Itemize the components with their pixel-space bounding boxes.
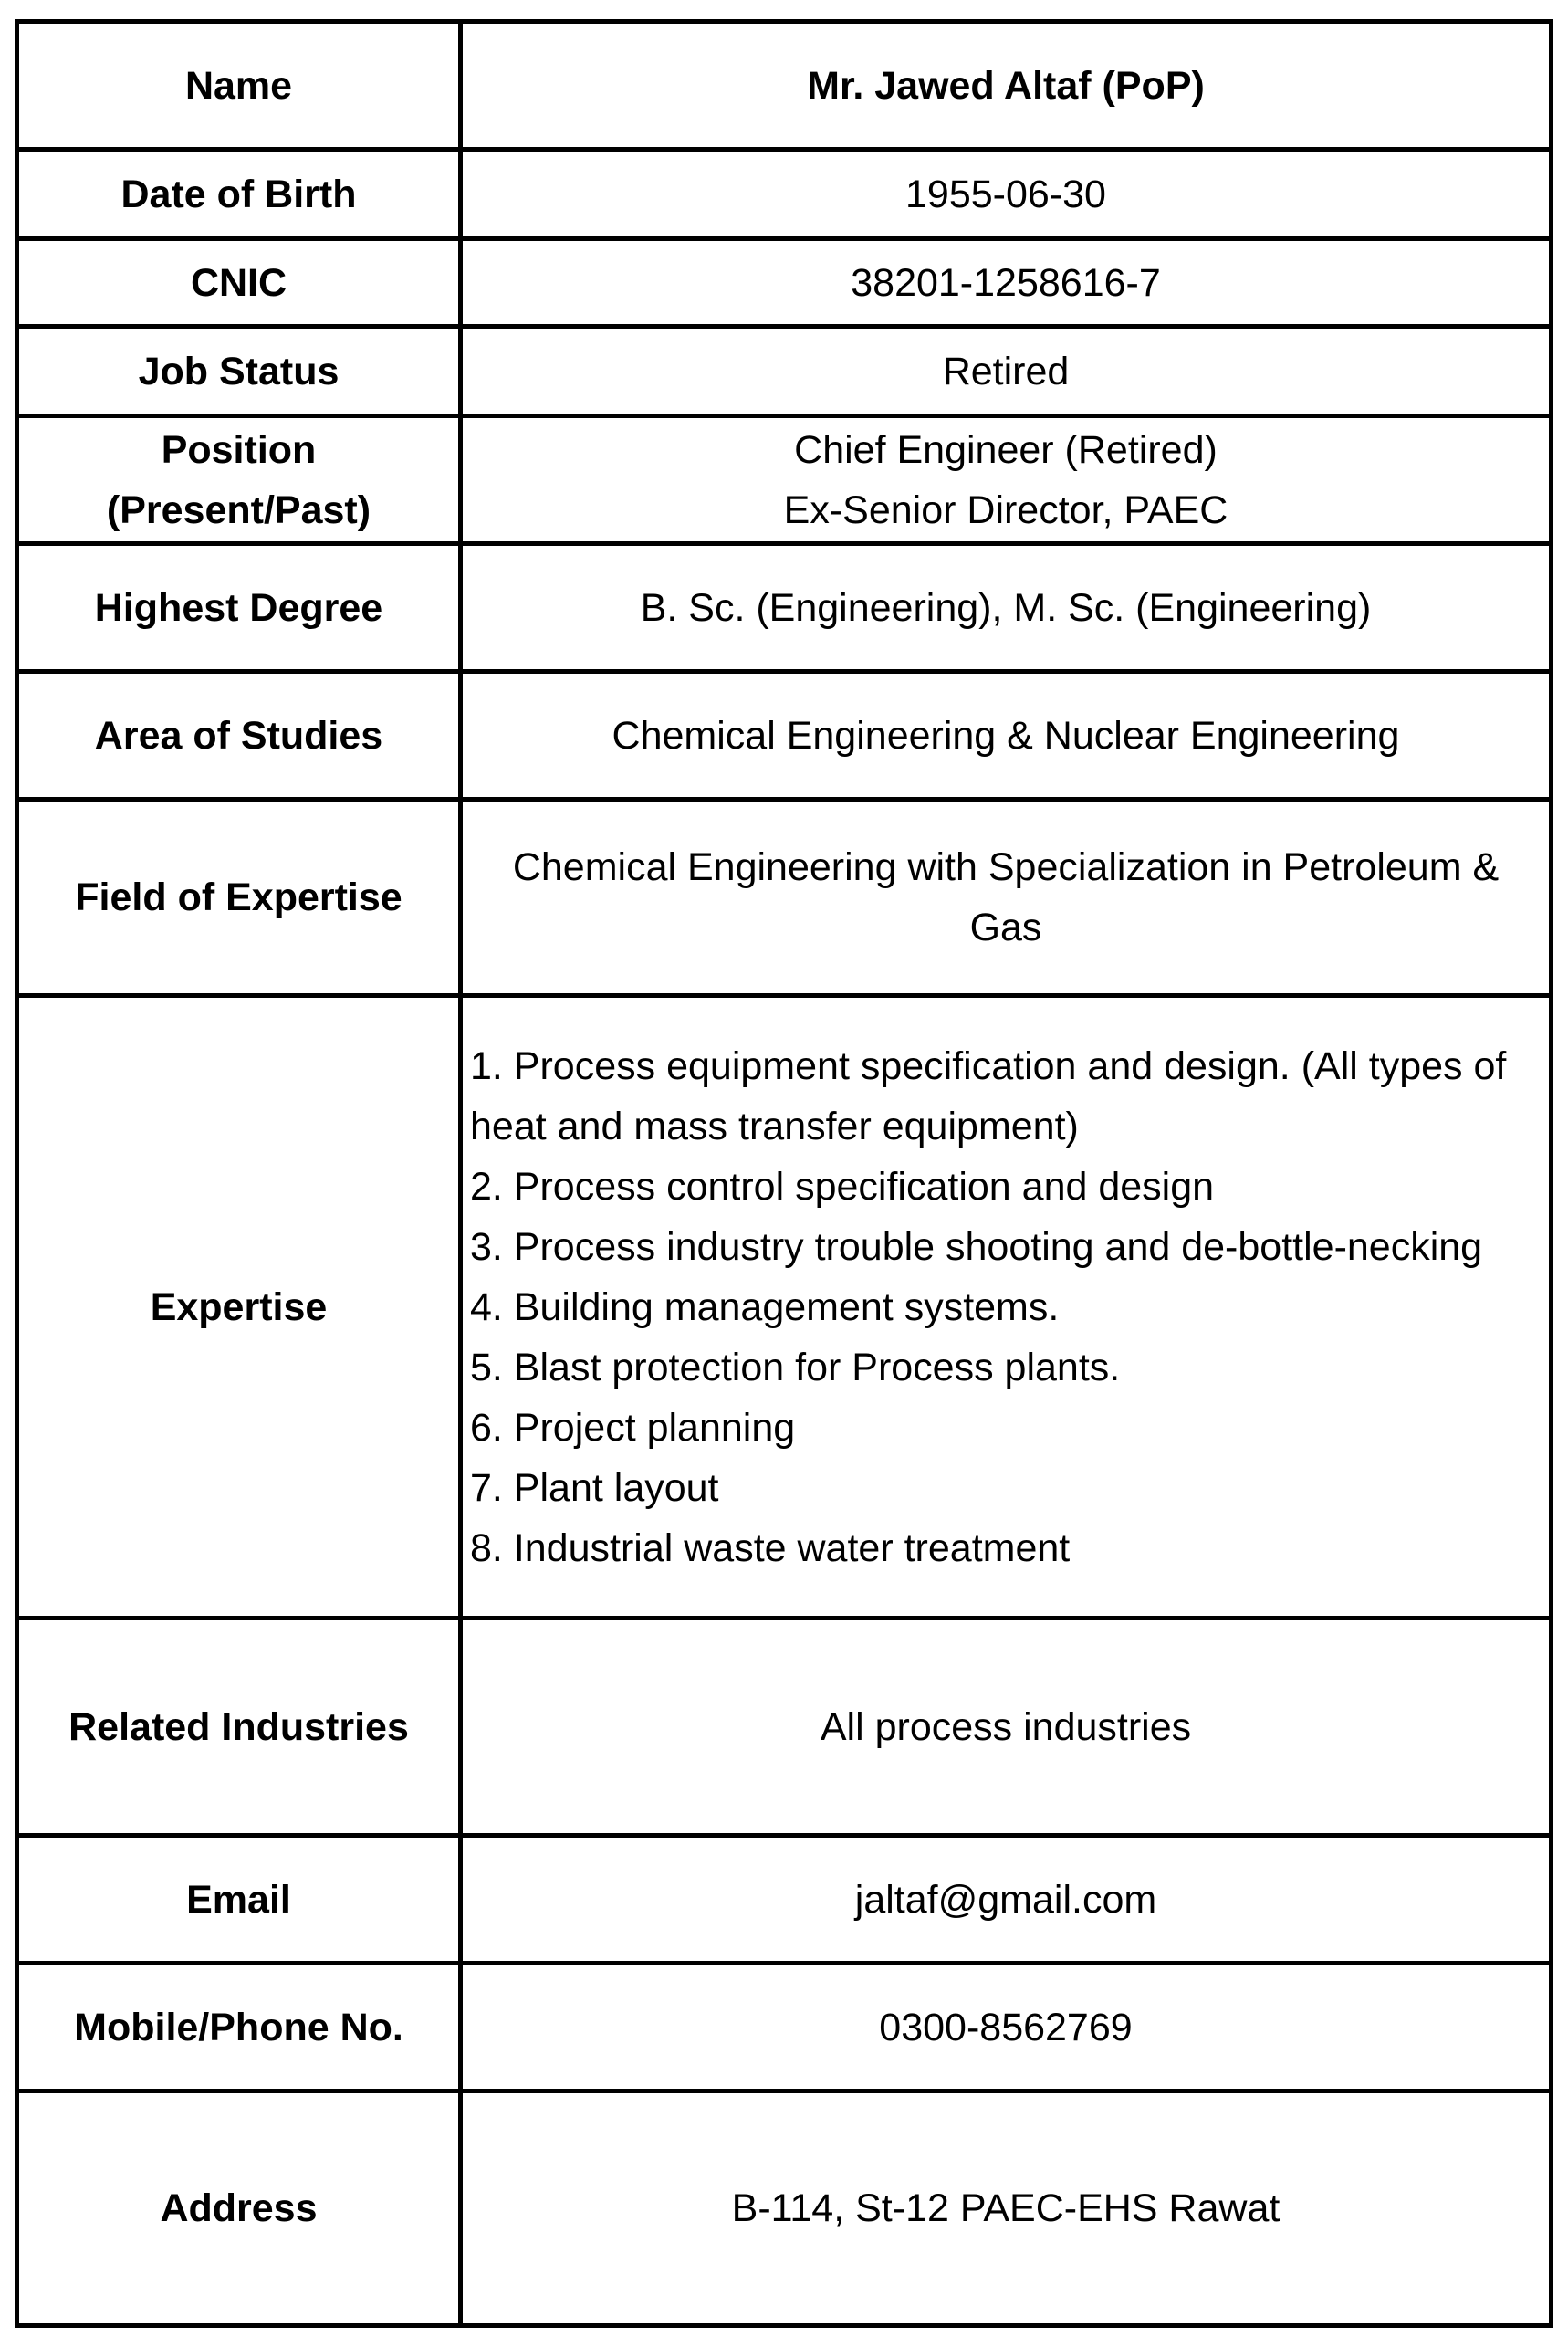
expertise-value — [461, 996, 1552, 1619]
related-industries-label: Related Industries — [17, 1619, 461, 1836]
phone-value: 0300-8562769 — [461, 1964, 1552, 2091]
row-email — [17, 1836, 1552, 1964]
position-value-line1: Chief Engineer (Retired) — [794, 427, 1218, 472]
field-of-expertise-label: Field of Expertise — [17, 800, 461, 996]
row-cnic — [17, 239, 1552, 327]
name-label: Name — [17, 22, 461, 150]
expertise-item: 2. Process control specification and design — [470, 1164, 1215, 1209]
dob-label: Date of Birth — [17, 150, 461, 239]
row-position — [17, 416, 1552, 544]
job-status-label: Job Status — [17, 327, 461, 416]
expertise-item: 1. Process equipment specification and design. (All types of heat and mass transfer equipment) — [470, 1043, 1507, 1148]
job-status-value: Retired — [461, 327, 1552, 416]
profile-table — [15, 19, 1553, 2328]
row-area-of-studies — [17, 672, 1552, 800]
expertise-item: 8. Industrial waste water treatment — [470, 1525, 1071, 1570]
address-value: B-114, St-12 PAEC-EHS Rawat — [461, 2091, 1552, 2326]
row-job-status — [17, 327, 1552, 416]
expertise-item: 4. Building management systems. — [470, 1284, 1060, 1329]
expertise-item: 6. Project planning — [470, 1405, 796, 1450]
expertise-label: Expertise — [17, 996, 461, 1619]
expertise-item: 7. Plant layout — [470, 1465, 719, 1510]
name-value: Mr. Jawed Altaf (PoP) — [461, 22, 1552, 150]
row-expertise — [17, 996, 1552, 1619]
row-field-of-expertise — [17, 800, 1552, 996]
expertise-item: 3. Process industry trouble shooting and de-bottle-necking — [470, 1224, 1483, 1269]
email-label: Email — [17, 1836, 461, 1964]
area-of-studies-label: Area of Studies — [17, 672, 461, 800]
row-date-of-birth — [17, 150, 1552, 239]
position-label — [17, 416, 461, 544]
row-phone — [17, 1964, 1552, 2091]
email-value: jaltaf@gmail.com — [461, 1836, 1552, 1964]
expertise-list — [470, 1036, 1540, 1578]
position-value — [461, 416, 1552, 544]
cnic-label: CNIC — [17, 239, 461, 327]
dob-value: 1955-06-30 — [461, 150, 1552, 239]
address-label: Address — [17, 2091, 461, 2326]
position-label-line2: (Present/Past) — [106, 487, 371, 532]
area-of-studies-value: Chemical Engineering & Nuclear Engineering — [461, 672, 1552, 800]
cnic-value: 38201-1258616-7 — [461, 239, 1552, 327]
row-name — [17, 22, 1552, 150]
position-label-line1: Position — [161, 427, 317, 472]
row-related-industries — [17, 1619, 1552, 1836]
phone-label: Mobile/Phone No. — [17, 1964, 461, 2091]
position-value-line2: Ex-Senior Director, PAEC — [783, 487, 1228, 532]
highest-degree-label: Highest Degree — [17, 544, 461, 672]
expertise-item: 5. Blast protection for Process plants. — [470, 1345, 1121, 1389]
related-industries-value: All process industries — [461, 1619, 1552, 1836]
highest-degree-value: B. Sc. (Engineering), M. Sc. (Engineering) — [461, 544, 1552, 672]
field-of-expertise-value: Chemical Engineering with Specialization in Petroleum & Gas — [461, 800, 1552, 996]
row-address — [17, 2091, 1552, 2326]
row-highest-degree — [17, 544, 1552, 672]
